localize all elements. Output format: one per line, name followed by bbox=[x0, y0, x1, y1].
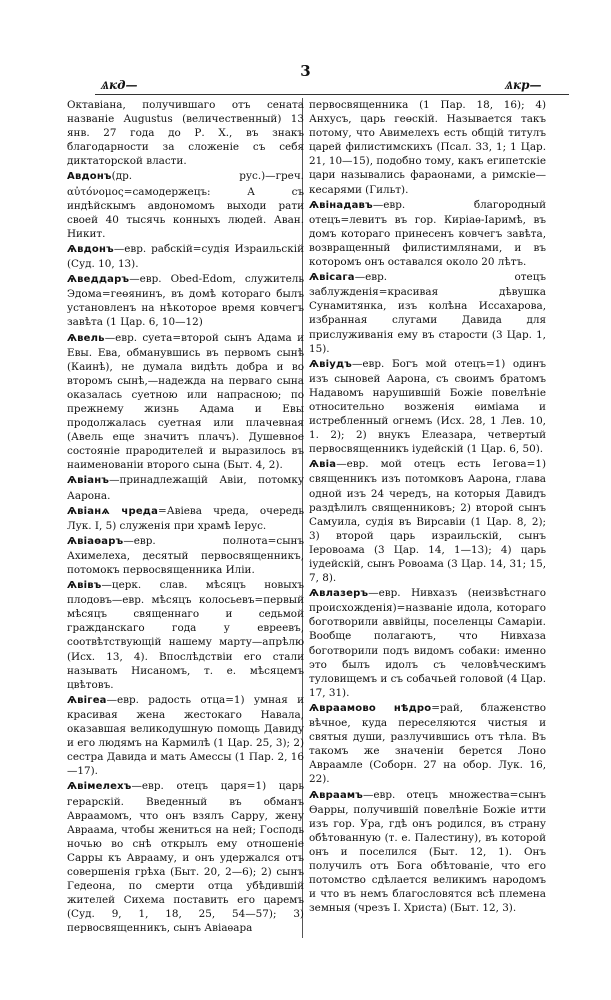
dictionary-entry bbox=[67, 534, 304, 577]
entry-headword: Ѧвісага bbox=[309, 272, 355, 284]
entry-headword: Ѧвраамово нѣдро bbox=[309, 702, 432, 714]
entry-headword: Ѧвіа bbox=[309, 459, 337, 471]
entry-text: —евр. отецъ множества=сынъ Ѳарры, получившій повелѣніе Божіе итти изъ гор. Ура, гдѣ онъ родился, въ страну обѣтованную (т. е. Палестину), въ которой онъ и поселился (Быт. 12, 1). Онъ получилъ отъ Бога обѣтованіе, что его потомство сдѣлается великимъ народомъ и что въ немъ благословятся всѣ племена земныя (чрезъ І. Христа) (Быт. 12, 3). bbox=[309, 788, 546, 915]
dictionary-entry bbox=[67, 693, 304, 779]
entry-text: —евр. суета=второй сынъ Адама и Евы. Ева, обманувшись въ первомъ сынѣ (Каинѣ), не думала видѣть добра и во второмъ сынѣ,—надежда на перваго сына оказалась суетною или напрасною; по прежнему жизнь Адама и Евы продолжалась суетная или плачевная (Авель еще значитъ плачъ). Душевное состояніе прародителей и выразилось въ наименованіи второго сына (Быт. 4, 2). bbox=[67, 331, 304, 472]
dictionary-entry bbox=[67, 504, 304, 533]
entry-headword: Ѧвівъ bbox=[67, 580, 102, 592]
entry-headword: Ѧвіанѧ чреда bbox=[67, 505, 159, 517]
entry-headword: Ѧвігеа bbox=[67, 694, 107, 706]
entry-text: первосвященника (1 Пар. 18, 16); 4) Анхусъ, царь геөскій. Называется такъ потому, что Авимелехъ есть общій титулъ царей филистимскихъ (Псал. 33, 1; 1 Цар. 21, 10—15), подобно тому, какъ египетскіе цари назывались фараонами, а римскіе—кесарями (Гильт). bbox=[309, 99, 546, 196]
dictionary-entry bbox=[309, 788, 546, 916]
dictionary-entry bbox=[309, 357, 546, 457]
running-head-right: Ѧкр— bbox=[505, 78, 542, 92]
dictionary-entry bbox=[309, 586, 546, 700]
entry-text: —евр. полнота=сынъ Ахимелеха, десятый первосвященникъ, потомокъ первосвященника Иліи. bbox=[67, 534, 304, 576]
entry-text: —евр. радость отца=1) умная и красивая жена жестокаго Навала, оказавшая великодушную помощь Давиду и его людямъ на Кармилѣ (1 Цар. 25, 3); 2) сестра Давида и мать Амессы (1 Пар. 2, 16—17). bbox=[67, 693, 304, 778]
entry-text: —церк. слав. мѣсяцъ новыхъ плодовъ—евр. мѣсяцъ колосьевъ=первый мѣсяцъ священнаго и седьмой гражданскаго года у евреевъ, соотвѣтствующій нашему марту—апрѣлю (Исх. 13, 4). Впослѣдствіи его стали называть Нисаномъ, т. е. мѣсяцемъ цвѣтовъ. bbox=[67, 579, 304, 691]
dictionary-entry bbox=[309, 270, 546, 356]
entry-text: Октавіана, получившаго отъ сената названіе Augustus (величественный) 13 янв. 27 года до Р. Х., въ знакъ благодарности за сложеніе съ себя диктаторской власти. bbox=[67, 99, 304, 168]
running-head-left: Ѧкд— bbox=[101, 78, 138, 92]
entry-text: —евр. рабскій=судія Израильскій (Суд. 10, 13). bbox=[67, 242, 304, 271]
right-column bbox=[309, 98, 546, 916]
dictionary-entry bbox=[309, 98, 546, 197]
entry-text: —евр. Obed-Edom, служитель Эдома=геөянинъ, въ домѣ котораго былъ установленъ на нѣкоторое время ковчегъ завѣта (1 Цар. 6, 10—12) bbox=[67, 273, 304, 329]
left-column bbox=[67, 98, 304, 936]
dictionary-entry bbox=[67, 578, 304, 692]
entry-text: =рай, блаженство вѣчное, куда переселяются чистыя и святыя души, разлучившись отъ тѣла. Въ такомъ же значеніи берется Лоно Авраамле (Соборн. 27 на обор. Лук. 16, 22). bbox=[309, 701, 546, 786]
dictionary-entry bbox=[309, 198, 546, 269]
entry-text: (др. рус.)—греч. αὐτόνομος=самодержецъ: А съ индѣйскымъ авдономомъ выходи рати своей 40 тысячь конныхъ людей. Аван. Никит. bbox=[67, 170, 304, 240]
dictionary-entry bbox=[67, 779, 304, 935]
dictionary-entry bbox=[309, 701, 546, 787]
entry-text: —принадлежащій Авіи, потомку Аарона. bbox=[67, 474, 304, 502]
entry-text: =Авіева чреда, очередь Лук. I, 5) служенія при храмѣ Іерус. bbox=[67, 504, 304, 532]
dictionary-entry bbox=[309, 457, 546, 585]
entry-text: —евр. Богъ мой отецъ=1) одинъ изъ сыновей Аарона, съ своимъ братомъ Надавомъ нарушившій Божіе повелѣніе относительно возженія ѳиміама и истребленный огнемъ (Исх. 28, 1 Лев. 10, 1. 2); 2) внукъ Елеазара, четвертый первосвященникъ іудейскій (1 Цар. 6, 50). bbox=[309, 357, 546, 456]
entry-headword: Ѧвель bbox=[67, 332, 105, 344]
entry-headword: Ѧвлазеръ bbox=[309, 588, 369, 600]
dictionary-entry bbox=[67, 473, 304, 502]
entry-headword: Ѧвімелехъ bbox=[67, 781, 132, 793]
entry-headword: Ѧвіанъ bbox=[67, 475, 110, 487]
entry-headword: Ѧвраамъ bbox=[309, 789, 363, 801]
entry-text: —евр. отецъ заблужденія=красивая дѣвушка Сунамитянка, изъ колѣна Иссахарова, избранная слугами Давида для прислуживанія ему въ старости (3 Цар. 1, 15). bbox=[309, 271, 546, 355]
entry-headword: Авдонъ bbox=[67, 171, 112, 183]
entry-headword: Ѧвіудъ bbox=[309, 358, 352, 370]
entry-headword: Ѧвіаѳаръ bbox=[67, 535, 124, 547]
entry-text: —евр. отецъ царя=1) царь герарскій. Введенный въ обманъ Авраамомъ, что онъ взялъ Сарру, жену Авраама, чтобы жениться на ней; Господь ночью во снѣ открылъ ему отношеніе Сарры къ Аврааму, и онъ удержался отъ совершенія грѣха (Быт. 20, 2—6); 2) сынъ Гедеона, по смерти отца убѣдившій жителей Сихема поставить его царемъ (Суд. 9, 1, 18, 25, 54—57); 3) первосвященникъ, сынъ Авіаѳара bbox=[67, 780, 304, 935]
entry-headword: Ѧвінадавъ bbox=[309, 199, 373, 211]
dictionary-entry bbox=[67, 331, 304, 473]
dictionary-entry bbox=[67, 242, 304, 271]
entry-text: —евр. мой отецъ есть Іегова=1) священникъ изъ потомковъ Аарона, глава одной изъ 24 чередъ, на которыя Давидъ раздѣлилъ священниковъ; 2) второй сынъ Самуила, судія въ Вирсавіи (1 Цар. 8, 2); 3) второй царь израильскій, сынъ Іеровоама (3 Цар. 14, 1—13); 4) царь іудейскій, сынъ Ровоама (3 Цар. 14, 31; 15, 7, 8). bbox=[309, 458, 546, 585]
dictionary-entry bbox=[67, 169, 304, 240]
entry-text: —евр. Нивхазъ (неизвѣстнаго происхожденія)=названіе идола, котораго боготворили аввійцы, поселенцы Самаріи. Вообще полагаютъ, что Нивхаза боготворили подъ видомъ собаки: именно это былъ идолъ съ человѣческимъ туловищемъ и съ собачьей головой (4 Цар. 17, 31). bbox=[309, 587, 546, 699]
entry-headword: Ѧведдаръ bbox=[67, 274, 130, 286]
header-rule bbox=[95, 94, 569, 95]
entry-headword: Ѧвдонъ bbox=[67, 243, 114, 255]
dictionary-entry bbox=[67, 98, 304, 168]
dictionary-entry bbox=[67, 272, 304, 329]
page-number: 3 bbox=[300, 62, 311, 80]
entry-text: —евр. благородный отецъ=левитъ въ гор. Киріаѳ-Іаримѣ, въ домъ котораго принесенъ ковчегъ завѣта, возвращенный филистимлянами, и въ которомъ онъ оставался около 20 лѣтъ. bbox=[309, 198, 546, 269]
